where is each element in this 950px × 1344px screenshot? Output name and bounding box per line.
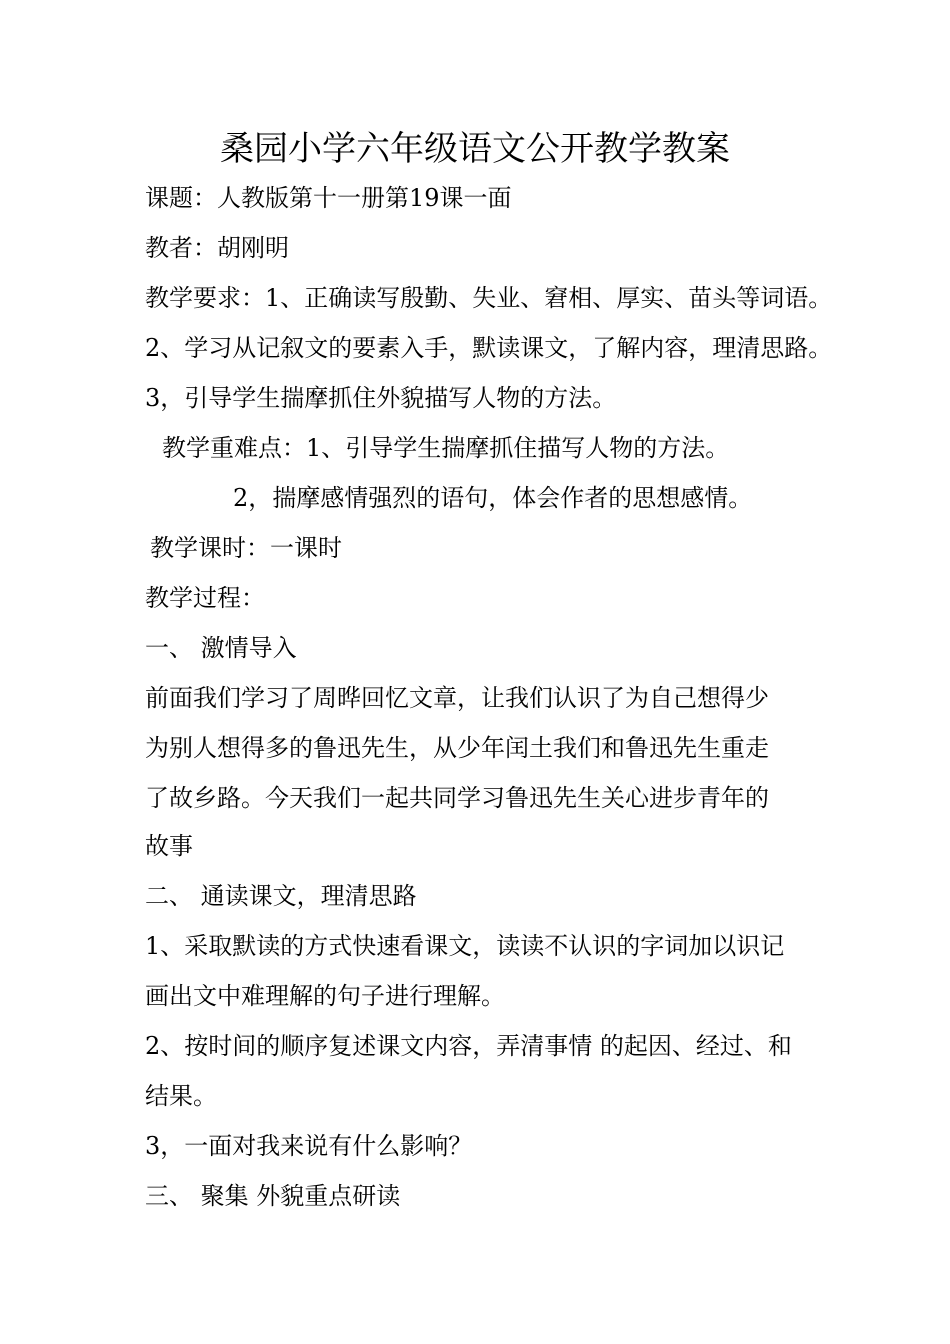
- teaching-requirement-3: 3，引导学生揣摩抓住外貌描写人物的方法。: [145, 384, 617, 412]
- teaching-process-heading: 教学过程：: [145, 584, 265, 612]
- step-line-2-continued: 结果。: [145, 1082, 217, 1110]
- key-difficulty-1: 教学重难点：1、引导学生揣摩抓住描写人物的方法。: [162, 434, 730, 462]
- section-heading-2: 二、 通读课文，理清思路: [145, 882, 417, 910]
- paragraph-line: 了故乡路。今天我们一起共同学习鲁迅先生关心进步青年的: [145, 784, 769, 812]
- class-hours-line: 教学课时：一课时: [150, 534, 342, 562]
- document-title: 桑园小学六年级语文公开教学教案: [220, 129, 730, 169]
- teaching-requirement-1: 教学要求：1、正确读写殷勤、失业、窘相、厚实、苗头等词语。: [145, 284, 833, 312]
- section-heading-1: 一、 激情导入: [145, 634, 297, 662]
- step-line-1: 1、采取默读的方式快速看课文，读读不认识的字词加以识记: [145, 932, 785, 960]
- key-difficulty-2: 2，揣摩感情强烈的语句，体会作者的思想感情。: [233, 484, 753, 512]
- paragraph-line: 为别人想得多的鲁迅先生，从少年闰土我们和鲁迅先生重走: [145, 734, 769, 762]
- lesson-topic-line: 课题：人教版第十一册第19课一面: [145, 184, 512, 212]
- step-line-3: 3，一面对我来说有什么影响？: [145, 1132, 473, 1160]
- teacher-line: 教者：胡刚明: [145, 234, 289, 262]
- paragraph-line: 故事: [145, 832, 193, 860]
- step-line-2: 2、按时间的顺序复述课文内容，弄清事情 的起因、经过、和: [145, 1032, 792, 1060]
- paragraph-line: 前面我们学习了周晔回忆文章，让我们认识了为自己想得少: [145, 684, 769, 712]
- teaching-requirement-2: 2、学习从记叙文的要素入手，默读课文，了解内容，理清思路。: [145, 334, 833, 362]
- section-heading-3: 三、 聚集 外貌重点研读: [145, 1182, 401, 1210]
- step-line-1-continued: 画出文中难理解的句子进行理解。: [145, 982, 505, 1010]
